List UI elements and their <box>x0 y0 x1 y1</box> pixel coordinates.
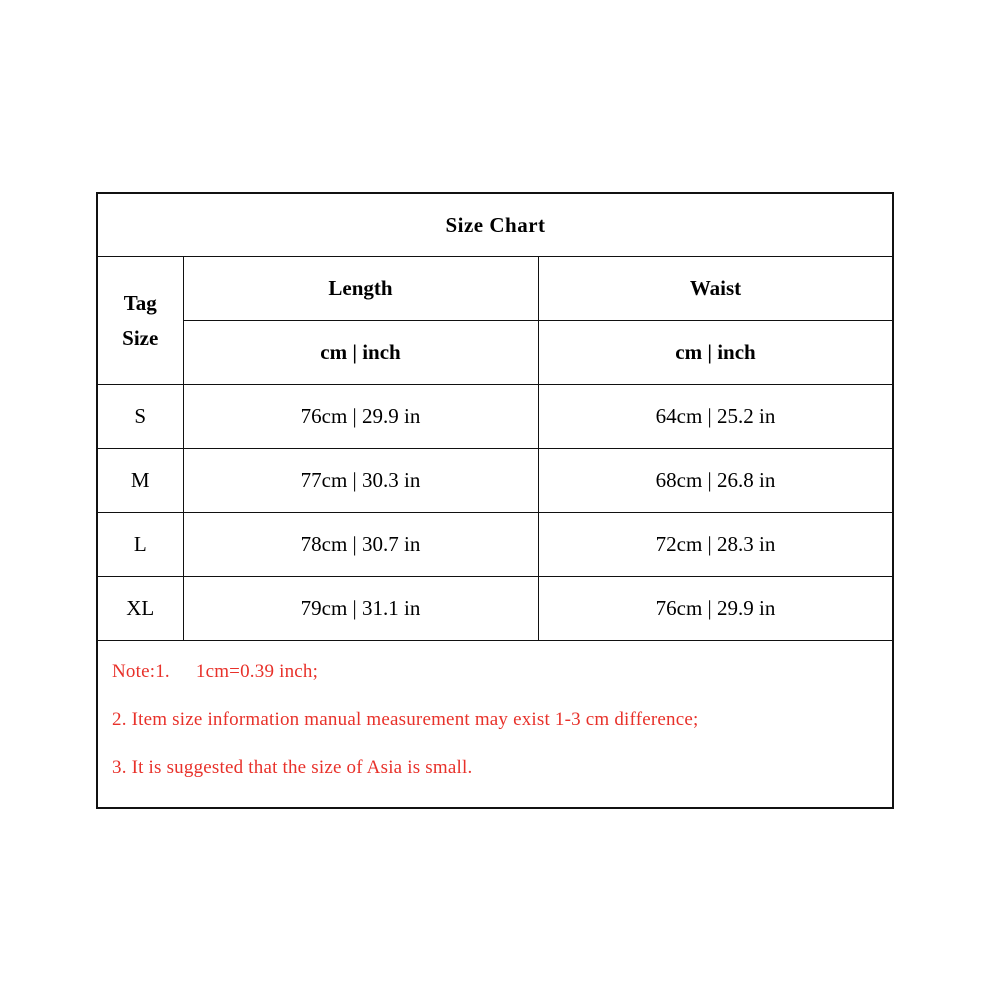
table-row <box>98 577 893 641</box>
tag-size-line1: Tag <box>123 290 157 315</box>
notes-section <box>98 641 892 807</box>
table-row <box>98 513 893 577</box>
row-size-label: S <box>98 385 183 449</box>
note-line-3: 3. It is suggested that the size of Asia is small. <box>112 757 473 778</box>
row-size-label: M <box>98 449 183 513</box>
table-row <box>98 449 893 513</box>
note-line-1 <box>112 661 892 683</box>
row-length-value: 79cm | 31.1 in <box>183 577 538 641</box>
row-waist-value: 72cm | 28.3 in <box>538 513 893 577</box>
row-waist-value: 76cm | 29.9 in <box>538 577 893 641</box>
size-chart-card <box>96 192 894 809</box>
row-length-value: 77cm | 30.3 in <box>183 449 538 513</box>
row-size-label: L <box>98 513 183 577</box>
note-line-2: 2. Item size information manual measurement may exist 1-3 cm difference; <box>112 709 699 730</box>
row-waist-value: 68cm | 26.8 in <box>538 449 893 513</box>
header-row-main <box>98 257 893 321</box>
header-row-units <box>98 321 893 385</box>
row-length-value: 76cm | 29.9 in <box>183 385 538 449</box>
row-length-value: 78cm | 30.7 in <box>183 513 538 577</box>
size-chart-table <box>98 194 894 641</box>
note-1-text: 1cm=0.39 inch; <box>195 661 319 682</box>
row-size-label: XL <box>98 577 183 641</box>
waist-units-header: cm | inch <box>538 321 893 385</box>
tag-size-header <box>98 257 183 385</box>
length-header: Length <box>183 257 538 321</box>
page-title: Size Chart <box>98 194 893 257</box>
length-units-header: cm | inch <box>183 321 538 385</box>
table-row <box>98 385 893 449</box>
title-row <box>98 194 893 257</box>
note-1-label: Note:1. <box>112 661 170 682</box>
tag-size-line2: Size <box>122 325 159 350</box>
waist-header: Waist <box>538 257 893 321</box>
row-waist-value: 64cm | 25.2 in <box>538 385 893 449</box>
